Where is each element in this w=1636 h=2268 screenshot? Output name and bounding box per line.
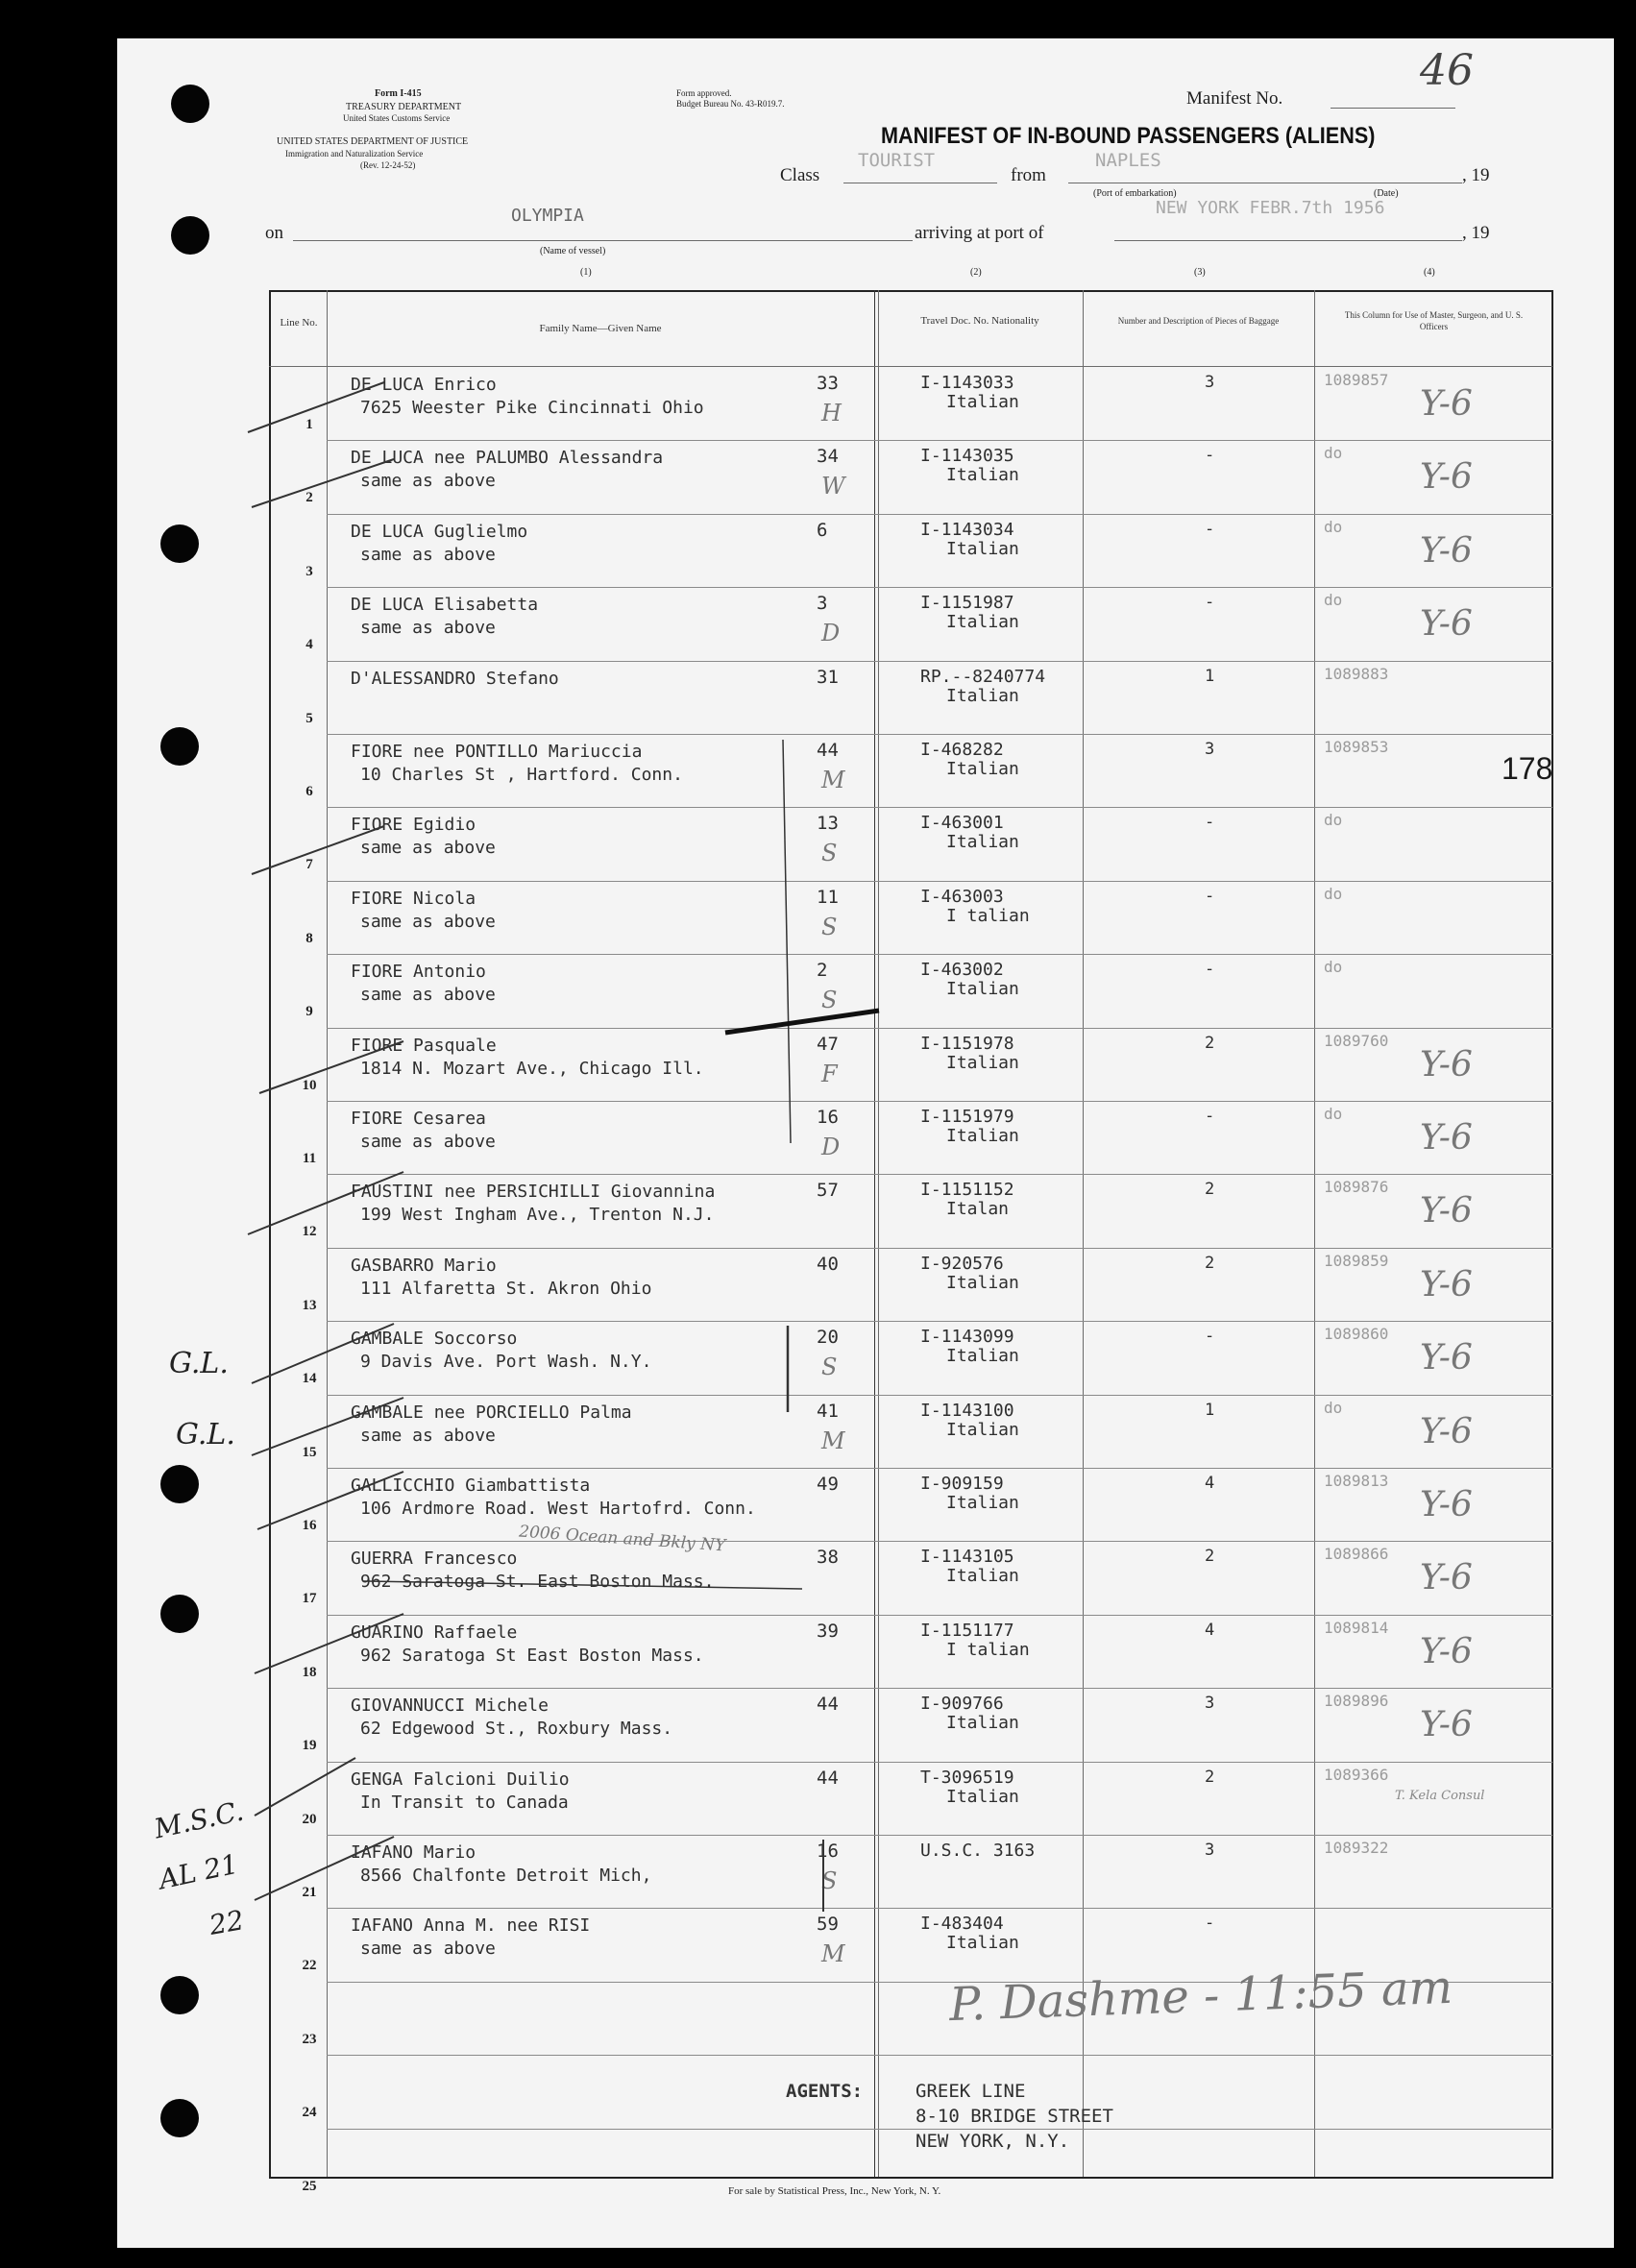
line-number: 8 — [305, 930, 313, 946]
nationality: Italian — [946, 392, 1019, 412]
baggage-count: - — [1205, 446, 1215, 466]
baggage-count: 2 — [1205, 1180, 1215, 1200]
travel-doc-number: I-909159 — [920, 1474, 1004, 1494]
age-mark: F — [821, 1060, 838, 1087]
age-mark: M — [821, 1427, 845, 1454]
line-number: 11 — [302, 1151, 317, 1166]
passenger-age: 41 — [817, 1400, 839, 1422]
manifest-no-label: Manifest No. — [1186, 88, 1283, 109]
line-number: 20 — [302, 1811, 317, 1827]
passenger-name: GUERRA Francesco — [351, 1549, 518, 1570]
nationality: I talian — [946, 1639, 1030, 1660]
passenger-age: 49 — [817, 1474, 839, 1495]
passenger-address: 8566 Chalfonte Detroit Mich, — [360, 1866, 652, 1886]
passenger-address: same as above — [360, 618, 496, 639]
officer-annotation: Y-6 — [1420, 1485, 1473, 1524]
header-officers: This Column for Use of Master, Surgeon, and U. S. Officers — [1344, 310, 1524, 331]
passenger-address: same as above — [360, 911, 496, 932]
officer-number: do — [1324, 1398, 1343, 1417]
agents-line-1: GREEK LINE — [916, 2081, 1026, 2102]
officer-number: 1089860 — [1324, 1325, 1389, 1344]
justice-label: UNITED STATES DEPARTMENT OF JUSTICE — [277, 136, 469, 147]
table-row — [0, 1688, 1636, 1761]
age-mark: S — [821, 987, 838, 1014]
line-number: 3 — [305, 563, 313, 579]
line-number: 18 — [302, 1664, 317, 1680]
passenger-name: GIOVANNUCCI Michele — [351, 1695, 549, 1717]
officer-number: do — [1324, 1105, 1343, 1123]
line-number: 13 — [302, 1297, 317, 1313]
line-number: 9 — [305, 1004, 313, 1020]
margin-note-msc: M.S.C. — [151, 1794, 247, 1845]
line-number: 24 — [302, 2105, 317, 2121]
line-number: 22 — [302, 1958, 317, 1974]
margin-note-gl-2: G.L. — [176, 1418, 235, 1451]
signature: P. Dashme - 11:55 am — [948, 1960, 1453, 2033]
margin-note-22: 22 — [207, 1904, 247, 1941]
passenger-name: FIORE Egidio — [351, 815, 476, 836]
passenger-address: same as above — [360, 1425, 496, 1446]
table-row — [0, 1835, 1636, 1908]
side-number: 178 — [1502, 751, 1553, 786]
officer-number: do — [1324, 958, 1343, 977]
header-travel-doc: Travel Doc. No. Nationality — [920, 315, 1039, 327]
travel-doc-number: I-468282 — [920, 740, 1004, 760]
age-mark: W — [821, 473, 845, 500]
nationality: Italian — [946, 1493, 1019, 1513]
on-label: on — [265, 223, 283, 243]
age-mark: H — [821, 400, 842, 427]
passenger-age: 47 — [817, 1033, 839, 1055]
officer-annotation: Y-6 — [1420, 457, 1473, 498]
officer-number: 1089866 — [1324, 1545, 1389, 1564]
age-mark: M — [821, 1940, 845, 1968]
officer-number: 1089366 — [1324, 1765, 1389, 1784]
officer-number: do — [1324, 444, 1343, 463]
table-row — [0, 1028, 1636, 1101]
passenger-address: 1814 N. Mozart Ave., Chicago Ill. — [360, 1058, 704, 1079]
baggage-count: 4 — [1205, 1620, 1215, 1640]
baggage-count: - — [1205, 519, 1215, 539]
baggage-count: - — [1205, 1327, 1215, 1347]
age-mark: D — [821, 1134, 841, 1160]
line-number: 10 — [302, 1077, 317, 1093]
form-number: Form I-415 — [375, 88, 422, 99]
passenger-address: 199 West Ingham Ave., Trenton N.J. — [360, 1205, 715, 1226]
officer-annotation: Y-6 — [1420, 1264, 1473, 1305]
passenger-name: FIORE Cesarea — [351, 1109, 486, 1129]
officer-number: do — [1324, 884, 1343, 903]
officer-annotation: Y-6 — [1420, 604, 1473, 645]
agents-line-3: NEW YORK, N.Y. — [916, 2131, 1070, 2152]
age-mark: S — [821, 913, 838, 940]
line-number: 6 — [305, 784, 313, 799]
nationality: Italian — [946, 1052, 1019, 1073]
baggage-count: 1 — [1205, 1400, 1215, 1420]
table-row — [0, 954, 1636, 1027]
officer-number: do — [1324, 517, 1343, 536]
baggage-count: - — [1205, 593, 1215, 613]
officer-number: 1089760 — [1324, 1031, 1389, 1050]
col-number-3: (3) — [1194, 267, 1206, 278]
nationality: Italian — [946, 612, 1019, 633]
arriving-value: NEW YORK FEBR.7th 1956 — [1156, 198, 1385, 218]
nationality: Italian — [946, 1346, 1019, 1367]
table-row — [0, 1248, 1636, 1321]
table-row — [0, 1395, 1636, 1468]
header-baggage: Number and Description of Pieces of Baggage — [1117, 316, 1280, 326]
nationality: Italian — [946, 538, 1019, 559]
line-number: 16 — [302, 1518, 317, 1533]
officer-number: 1089857 — [1324, 371, 1389, 389]
class-label: Class — [780, 165, 820, 185]
nationality: Italian — [946, 1126, 1019, 1146]
passenger-age: 33 — [817, 373, 839, 394]
handwritten-new-address: 2006 Ocean and Bkly NY — [518, 1522, 726, 1556]
nationality: Italian — [946, 1419, 1019, 1440]
travel-doc-number: I-1151979 — [920, 1107, 1014, 1127]
nationality: Italian — [946, 685, 1019, 706]
travel-doc-number: I-909766 — [920, 1694, 1004, 1715]
travel-doc-number: I-1151152 — [920, 1180, 1014, 1201]
col-number-2: (2) — [970, 267, 982, 278]
passenger-age: 16 — [817, 1841, 839, 1862]
passenger-age: 3 — [817, 593, 828, 615]
baggage-count: - — [1205, 886, 1215, 906]
date-caption: (Date) — [1374, 188, 1399, 199]
passenger-name: GAMBALE Soccorso — [351, 1329, 518, 1350]
table-row — [0, 881, 1636, 954]
baggage-count: - — [1205, 960, 1215, 980]
officer-number: do — [1324, 811, 1343, 830]
passenger-address: same as above — [360, 1132, 496, 1152]
line-number: 4 — [305, 637, 313, 653]
passenger-age: 6 — [817, 519, 828, 541]
line-number: 1 — [305, 417, 313, 432]
age-mark: D — [821, 620, 841, 647]
nationality: Italian — [946, 1933, 1019, 1954]
line-number: 19 — [302, 1738, 317, 1754]
nationality: Italan — [946, 1199, 1010, 1220]
baggage-count: 3 — [1205, 1841, 1215, 1860]
baggage-count: - — [1205, 1107, 1215, 1126]
passenger-name: DE LUCA nee PALUMBO Alessandra — [351, 448, 664, 469]
line-number: 21 — [302, 1885, 317, 1900]
age-mark: M — [821, 767, 845, 793]
passenger-age: 2 — [817, 960, 828, 982]
nationality: Italian — [946, 832, 1019, 853]
baggage-count: 2 — [1205, 1253, 1215, 1273]
officer-annotation: Y-6 — [1420, 1558, 1473, 1598]
arriving-label: arriving at port of — [915, 223, 1044, 243]
line-number: 5 — [305, 710, 313, 726]
passenger-age: 16 — [817, 1107, 839, 1128]
line-number: 15 — [302, 1444, 317, 1460]
passenger-address: 10 Charles St , Hartford. Conn. — [360, 765, 683, 785]
passenger-name: FAUSTINI nee PERSICHILLI Giovannina — [351, 1182, 716, 1203]
officer-annotation: Y-6 — [1420, 1118, 1473, 1158]
margin-note-gl-1: G.L. — [169, 1347, 229, 1380]
passenger-age: 59 — [817, 1914, 839, 1936]
from-label: from — [1011, 165, 1046, 185]
passenger-name: IAFANO Mario — [351, 1842, 476, 1863]
officer-number: 1089322 — [1324, 1839, 1389, 1857]
age-mark: S — [821, 840, 838, 867]
officer-annotation: Y-6 — [1420, 1338, 1473, 1378]
passenger-name: GAMBALE nee PORCIELLO Palma — [351, 1402, 632, 1423]
vessel-name: OLYMPIA — [511, 206, 584, 226]
line-number: 17 — [302, 1591, 317, 1607]
line-number: 25 — [302, 2178, 317, 2194]
line-number: 14 — [302, 1371, 317, 1387]
baggage-count: 2 — [1205, 1033, 1215, 1053]
officer-annotation: Y-6 — [1420, 530, 1473, 571]
table-row — [0, 1321, 1636, 1394]
header-name: Family Name—Given Name — [539, 323, 662, 334]
passenger-age: 11 — [817, 886, 839, 908]
officer-number: 1089859 — [1324, 1251, 1389, 1270]
nationality: Italian — [946, 1786, 1019, 1807]
ins-label: Immigration and Naturalization Service — [285, 149, 424, 159]
line-number: 2 — [305, 490, 313, 506]
nationality: Italian — [946, 1566, 1019, 1587]
travel-doc-number: RP.--8240774 — [920, 666, 1046, 687]
passenger-name: D'ALESSANDRO Stefano — [351, 668, 559, 689]
passenger-age: 44 — [817, 1694, 839, 1716]
table-row — [0, 734, 1636, 807]
nationality: Italian — [946, 465, 1019, 486]
travel-doc-number: I-1151978 — [920, 1033, 1014, 1054]
baggage-count: 4 — [1205, 1474, 1215, 1493]
passenger-name: FIORE Antonio — [351, 962, 486, 983]
age-mark: S — [821, 1867, 838, 1894]
passenger-age: 38 — [817, 1547, 839, 1569]
passenger-name: GENGA Falcioni Duilio — [351, 1768, 570, 1790]
passenger-address: 9 Davis Ave. Port Wash. N.Y. — [360, 1352, 652, 1373]
baggage-count: - — [1205, 813, 1215, 833]
table-row — [0, 514, 1636, 587]
passenger-age: 13 — [817, 813, 839, 835]
from-value: NAPLES — [1095, 150, 1161, 171]
year-label-2: , 19 — [1462, 223, 1490, 243]
travel-doc-number: I-1143099 — [920, 1327, 1014, 1348]
col-number-1: (1) — [580, 267, 592, 278]
table-row — [0, 1101, 1636, 1174]
passenger-name: DE LUCA Enrico — [351, 375, 497, 395]
rev-label: (Rev. 12-24-52) — [360, 160, 416, 170]
passenger-age: 39 — [817, 1620, 839, 1642]
officer-annotation: Y-6 — [1420, 1705, 1473, 1745]
nationality: Italian — [946, 1713, 1019, 1734]
baggage-count: 1 — [1205, 666, 1215, 686]
travel-doc-number: T-3096519 — [920, 1767, 1014, 1788]
travel-doc-number: I-1151987 — [920, 593, 1014, 614]
table-row — [0, 1541, 1636, 1614]
travel-doc-number: I-1151177 — [920, 1620, 1014, 1641]
approved-label: Form approved. — [676, 88, 732, 98]
manifest-number: 46 — [1420, 46, 1474, 95]
passenger-age: 40 — [817, 1253, 839, 1275]
travel-doc-number: I-1143100 — [920, 1400, 1014, 1421]
passenger-address: 7625 Weester Pike Cincinnati Ohio — [360, 398, 704, 418]
passenger-name: GUARINO Raffaele — [351, 1622, 518, 1643]
nationality: Italian — [946, 759, 1019, 779]
agents-line-2: 8-10 BRIDGE STREET — [916, 2106, 1113, 2127]
travel-doc-number: I-483404 — [920, 1914, 1004, 1935]
table-row — [0, 367, 1636, 440]
baggage-count: 2 — [1205, 1767, 1215, 1787]
table-row — [0, 587, 1636, 660]
officer-number: 1089896 — [1324, 1692, 1389, 1711]
officer-annotation: Y-6 — [1420, 1411, 1473, 1451]
line-number: 12 — [302, 1224, 317, 1240]
passenger-name: IAFANO Anna M. nee RISI — [351, 1915, 591, 1937]
passenger-address: 962 Saratoga St. East Boston Mass. — [360, 1572, 715, 1593]
officer-annotation: Y-6 — [1420, 384, 1473, 424]
passenger-name: FIORE Pasquale — [351, 1035, 497, 1056]
passenger-address: same as above — [360, 544, 496, 565]
passenger-address: 106 Ardmore Road. West Hartofrd. Conn. — [360, 1499, 756, 1519]
passenger-address: In Transit to Canada — [360, 1792, 569, 1813]
age-mark: S — [821, 1353, 838, 1381]
port-embarkation-caption: (Port of embarkation) — [1093, 188, 1177, 199]
customs-label: United States Customs Service — [343, 113, 451, 123]
officer-number: 1089883 — [1324, 664, 1389, 683]
travel-doc-number: I-463003 — [920, 886, 1004, 907]
agents-label: AGENTS: — [786, 2081, 864, 2102]
passenger-address: 62 Edgewood St., Roxbury Mass. — [360, 1719, 673, 1740]
travel-doc-number: U.S.C. 3163 — [920, 1841, 1036, 1861]
officer-number: do — [1324, 591, 1343, 610]
officer-number: 1089876 — [1324, 1178, 1389, 1197]
manifest-title: MANIFEST OF IN-BOUND PASSENGERS (ALIENS) — [881, 123, 1376, 149]
travel-doc-number: I-920576 — [920, 1253, 1004, 1274]
travel-doc-number: I-463001 — [920, 813, 1004, 834]
table-row — [0, 807, 1636, 880]
passenger-address: same as above — [360, 985, 496, 1006]
baggage-count: 3 — [1205, 740, 1215, 759]
passenger-name: DE LUCA Elisabetta — [351, 595, 539, 616]
officer-number: 1089813 — [1324, 1472, 1389, 1490]
table-row — [0, 440, 1636, 513]
passenger-address: 111 Alfaretta St. Akron Ohio — [360, 1278, 652, 1299]
travel-doc-number: I-1143033 — [920, 373, 1014, 393]
passenger-address: same as above — [360, 1939, 496, 1960]
officer-annotation: Y-6 — [1420, 1631, 1473, 1671]
passenger-age: 44 — [817, 1767, 839, 1789]
nationality: I talian — [946, 905, 1030, 926]
passenger-name: DE LUCA Guglielmo — [351, 521, 528, 542]
margin-note-al21: AL 21 — [156, 1847, 241, 1896]
passenger-age: 34 — [817, 446, 839, 468]
budget-label: Budget Bureau No. 43-R019.7. — [676, 99, 785, 109]
passenger-age: 20 — [817, 1327, 839, 1349]
travel-doc-number: I-463002 — [920, 960, 1004, 981]
passenger-age: 57 — [817, 1180, 839, 1202]
vessel-caption: (Name of vessel) — [540, 246, 606, 256]
travel-doc-number: I-1143035 — [920, 446, 1014, 467]
baggage-count: 2 — [1205, 1547, 1215, 1567]
line-number: 23 — [302, 2031, 317, 2047]
baggage-count: 3 — [1205, 373, 1215, 392]
class-value: TOURIST — [858, 150, 936, 171]
line-number: 7 — [305, 857, 313, 873]
passenger-address: 962 Saratoga St East Boston Mass. — [360, 1645, 704, 1666]
passenger-address: same as above — [360, 838, 496, 859]
nationality: Italian — [946, 1272, 1019, 1293]
travel-doc-number: I-1143105 — [920, 1547, 1014, 1568]
officer-annotation: Y-6 — [1420, 1191, 1473, 1232]
baggage-count: - — [1205, 1914, 1215, 1934]
passenger-name: GASBARRO Mario — [351, 1255, 497, 1276]
officer-annotation: Y-6 — [1420, 1044, 1473, 1085]
baggage-count: 3 — [1205, 1694, 1215, 1714]
passenger-name: FIORE Nicola — [351, 888, 476, 909]
footer-printer: For sale by Statistical Press, Inc., New York, N. Y. — [728, 2185, 941, 2197]
table-row — [0, 1615, 1636, 1688]
nationality: Italian — [946, 979, 1019, 1000]
passenger-name: FIORE nee PONTILLO Mariuccia — [351, 742, 643, 762]
officer-number: 1089853 — [1324, 738, 1389, 756]
passenger-name: GALLICCHIO Giambattista — [351, 1475, 591, 1496]
passenger-address: same as above — [360, 471, 496, 492]
passenger-age: 44 — [817, 740, 839, 761]
travel-doc-number: I-1143034 — [920, 519, 1014, 540]
in-transit-note: T. Kela Consul — [1395, 1789, 1485, 1803]
col-number-4: (4) — [1424, 267, 1435, 278]
table-row — [0, 1174, 1636, 1247]
passenger-age: 31 — [817, 666, 839, 688]
year-label-1: , 19 — [1462, 165, 1490, 185]
header-line-no: Line No. — [280, 317, 318, 329]
officer-number: 1089814 — [1324, 1618, 1389, 1637]
table-row — [0, 661, 1636, 734]
table-row — [0, 1468, 1636, 1541]
treasury-label: TREASURY DEPARTMENT — [346, 102, 462, 112]
